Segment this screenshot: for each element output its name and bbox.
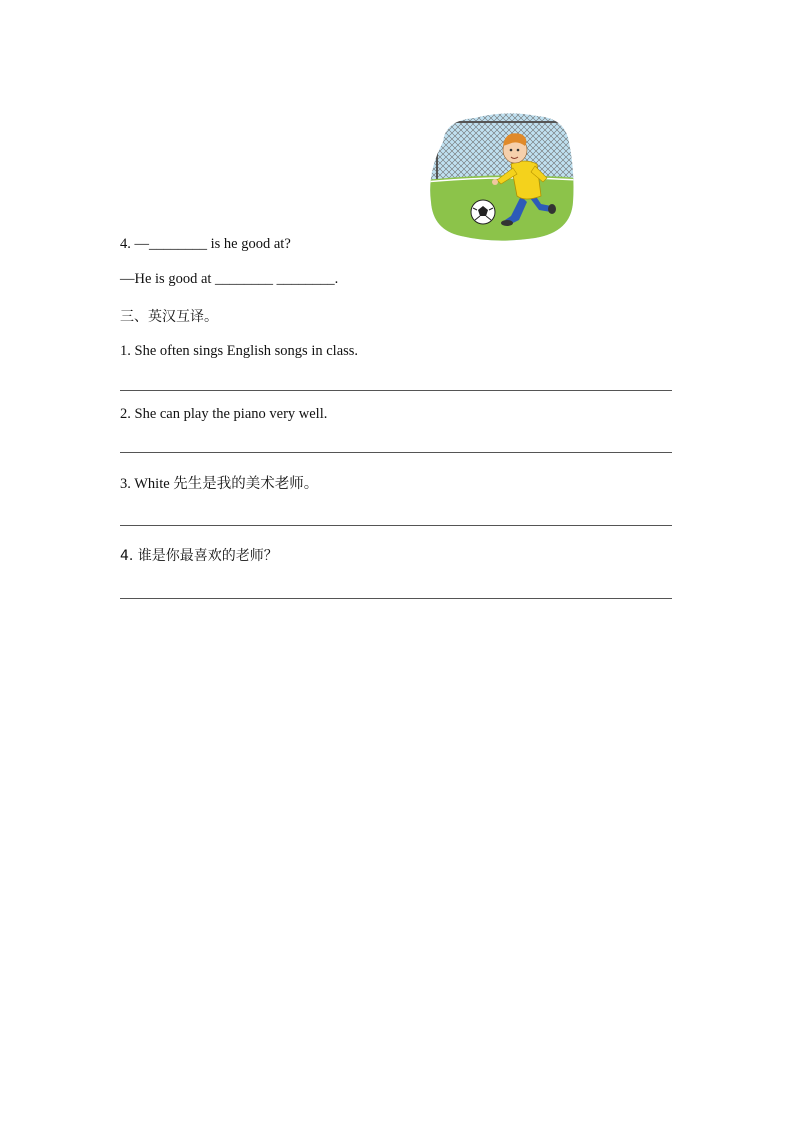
boy-playing-soccer-illustration <box>425 112 577 242</box>
answer-line-3[interactable] <box>120 525 672 526</box>
soccer-ball-icon <box>471 200 495 224</box>
translation-item-2: 2. She can play the piano very well. <box>120 406 328 422</box>
translation-item-4: 4. 谁是你最喜欢的老师？ <box>120 548 278 564</box>
section-heading: 三、英汉互译。 <box>120 309 218 325</box>
answer-line-1[interactable] <box>120 390 672 391</box>
translation-item-3: 3. White 先生是我的美术老师。 <box>120 476 319 492</box>
answer-line-2[interactable] <box>120 452 672 453</box>
question-4-prompt: 4. —________ is he good at? <box>120 236 291 252</box>
question-4-answer: —He is good at ________ ________. <box>120 271 339 287</box>
translation-item-1: 1. She often sings English songs in class. <box>120 343 359 359</box>
answer-line-4[interactable] <box>120 598 672 599</box>
